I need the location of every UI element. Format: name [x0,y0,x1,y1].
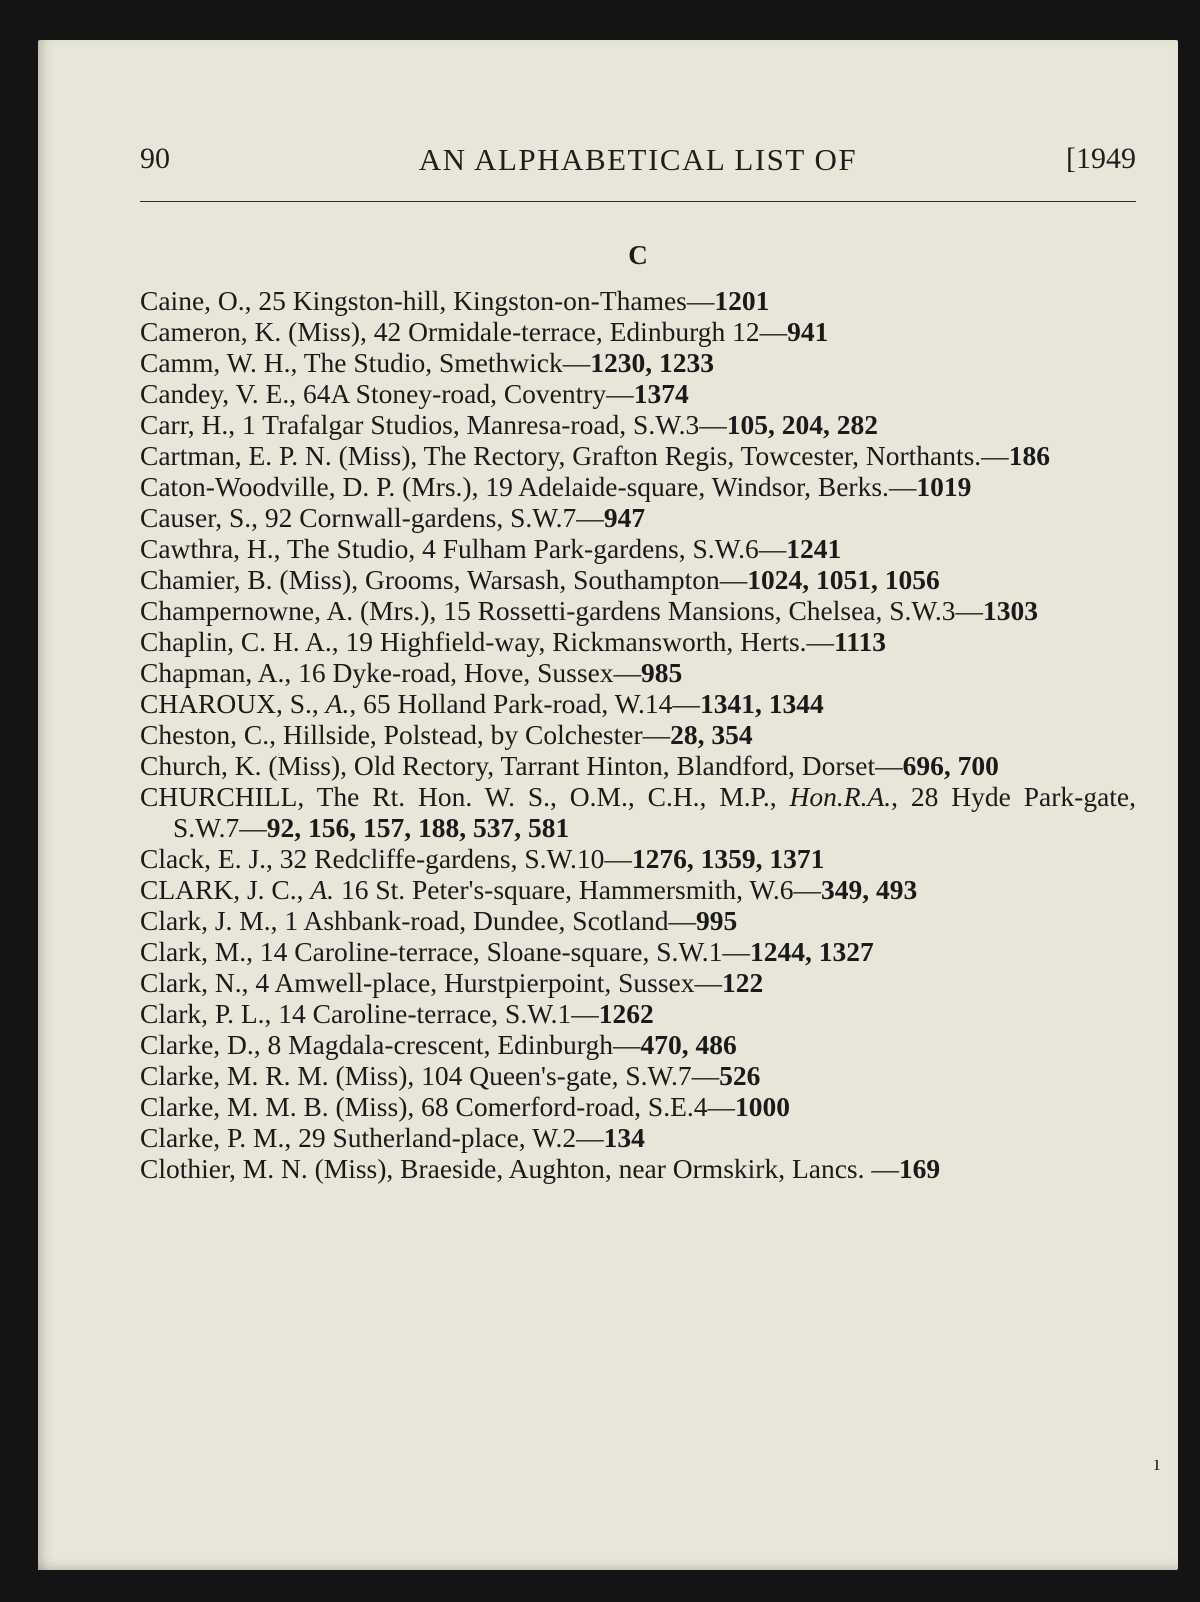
list-item: Chapman, A., 16 Dyke-road, Hove, Sussex—985 [140,657,683,688]
list-item: Clarke, P. M., 29 Sutherland-place, W.2—134 [140,1122,645,1153]
list-item: Clark, J. M., 1 Ashbank-road, Dundee, Scotland—995 [140,905,738,936]
list-item: Candey, V. E., 64A Stoney-road, Coventry—1374 [140,378,689,409]
list-item: Clack, E. J., 32 Redcliffe-gardens, S.W.10—1276, 1359, 1371 [140,843,825,874]
list-item: Chamier, B. (Miss), Grooms, Warsash, Southampton—1024, 1051, 1056 [140,564,940,595]
list-item: Cartman, E. P. N. (Miss), The Rectory, Grafton Regis, Towcester, Northants.—186 [140,440,1050,471]
page-title: AN ALPHABETICAL LIST OF [418,142,858,177]
list-item: Carr, H., 1 Trafalgar Studios, Manresa-road, S.W.3—105, 204, 282 [140,409,879,440]
list-item: Camm, W. H., The Studio, Smethwick—1230, 1233 [140,347,714,378]
section-letter: C [628,240,648,270]
list-item: Cawthra, H., The Studio, 4 Fulham Park-gardens, S.W.6—1241 [140,533,842,564]
list-item: Clark, N., 4 Amwell-place, Hurstpierpoint, Sussex—122 [140,967,764,998]
list-item: Caine, O., 25 Kingston-hill, Kingston-on-Thames—1201 [140,285,770,316]
list-item: Clark, P. L., 14 Caroline-terrace, S.W.1—1262 [140,998,654,1029]
page-year: [1949 [1066,142,1136,175]
list-item: Caton-Woodville, D. P. (Mrs.), 19 Adelaide-square, Windsor, Berks.—1019 [140,471,972,502]
entry-list [140,285,1136,1184]
stray-mark: ı [1153,1450,1160,1475]
list-item: Causer, S., 92 Cornwall-gardens, S.W.7—947 [140,502,646,533]
header-rule [140,201,1136,202]
list-item: Church, K. (Miss), Old Rectory, Tarrant Hinton, Blandford, Dorset—696, 700 [140,750,999,781]
list-item: Cameron, K. (Miss), 42 Ormidale-terrace, Edinburgh 12—941 [140,316,829,347]
page-number: 90 [140,142,170,175]
list-item: Clarke, M. R. M. (Miss), 104 Queen's-gate, S.W.7—526 [140,1060,761,1091]
list-item: Clark, M., 14 Caroline-terrace, Sloane-square, S.W.1—1244, 1327 [140,936,874,967]
list-item: CHURCHILL, The Rt. Hon. W. S., O.M., C.H., M.P., Hon.R.A., 28 Hyde Park-gate, S.W.7—92, 156, 157, 188, 537, 581 [140,781,1136,843]
list-item: Champernowne, A. (Mrs.), 15 Rossetti-gardens Mansions, Chelsea, S.W.3—1303 [140,595,1038,626]
running-header [140,142,1136,192]
list-item: Chaplin, C. H. A., 19 Highfield-way, Rickmansworth, Herts.—1113 [140,626,887,657]
list-item: Cheston, C., Hillside, Polstead, by Colchester—28, 354 [140,719,753,750]
list-item: CHAROUX, S., A., 65 Holland Park-road, W.14—1341, 1344 [140,688,824,719]
list-item: Clothier, M. N. (Miss), Braeside, Aughton, near Ormskirk, Lancs. —169 [140,1153,941,1184]
list-item: CLARK, J. C., A. 16 St. Peter's-square, Hammersmith, W.6—349, 493 [140,874,918,905]
list-item: Clarke, D., 8 Magdala-crescent, Edinburgh—470, 486 [140,1029,737,1060]
list-item: Clarke, M. M. B. (Miss), 68 Comerford-road, S.E.4—1000 [140,1091,791,1122]
